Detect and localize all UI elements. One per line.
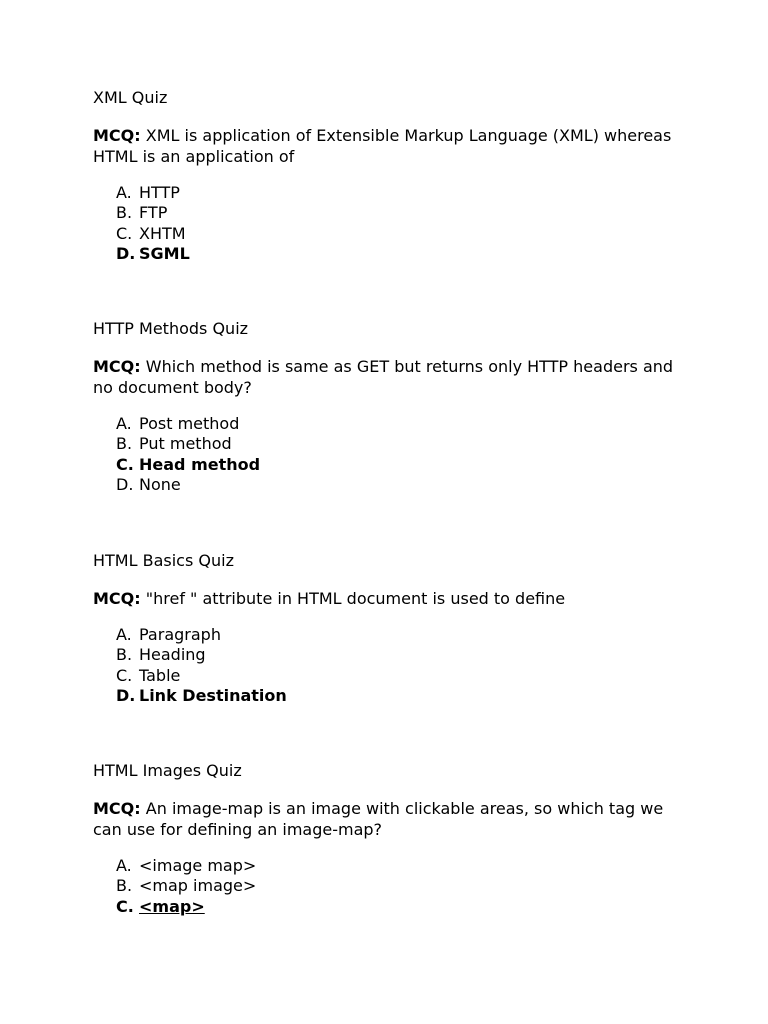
option-item — [93, 856, 683, 876]
option-item — [93, 183, 683, 203]
option-text: Table — [139, 665, 181, 685]
question-body: XML is application of Extensible Markup Language (XML) whereas HTML is an application of — [93, 126, 672, 166]
option-item — [93, 876, 683, 896]
option-text: Paragraph — [139, 625, 221, 644]
option-letter: D. — [116, 475, 134, 495]
option-letter: C. — [116, 223, 133, 243]
correct-answer — [93, 897, 683, 917]
option-text: <image map> — [139, 856, 257, 875]
option-item — [93, 224, 683, 244]
option-letter: C. — [116, 896, 134, 916]
options-list — [93, 625, 683, 707]
option-text: <map image> — [139, 876, 257, 896]
option-text: HTTP — [139, 183, 180, 202]
options-list — [93, 183, 683, 265]
option-letter: B. — [116, 203, 133, 223]
option-letter: C. — [116, 454, 134, 474]
mcq-label: MCQ: — [93, 126, 141, 145]
question-body: Which method is same as GET but returns only HTTP headers and no document body? — [93, 357, 674, 397]
options-list — [93, 856, 683, 917]
option-text: Head method — [139, 454, 261, 474]
correct-answer — [93, 244, 683, 264]
option-item — [93, 645, 683, 665]
option-item — [93, 203, 683, 223]
question-text — [93, 798, 683, 840]
option-text: FTP — [139, 203, 168, 223]
quiz-section — [93, 319, 683, 496]
quiz-title: HTTP Methods Quiz — [93, 319, 249, 338]
quiz-title: HTML Images Quiz — [93, 761, 242, 780]
option-item — [93, 475, 683, 495]
option-item — [93, 666, 683, 686]
options-list — [93, 414, 683, 496]
option-letter: D. — [116, 686, 136, 706]
correct-answer — [93, 686, 683, 706]
question-body: An image-map is an image with clickable areas, so which tag we can use for defining an image-map? — [93, 799, 664, 839]
option-text: XHTM — [139, 223, 186, 243]
option-letter: A. — [116, 625, 132, 644]
option-text: Put method — [139, 434, 232, 454]
option-item — [93, 625, 683, 645]
mcq-label: MCQ: — [93, 799, 141, 818]
option-text: SGML — [139, 244, 190, 264]
mcq-label: MCQ: — [93, 357, 141, 376]
quiz-title: HTML Basics Quiz — [93, 551, 234, 570]
option-text: Link Destination — [139, 686, 287, 706]
option-letter: C. — [116, 665, 133, 685]
option-text: Heading — [139, 645, 206, 665]
quiz-title: XML Quiz — [93, 88, 168, 107]
question-text — [93, 588, 683, 609]
option-item — [93, 414, 683, 434]
option-letter: B. — [116, 876, 133, 896]
option-text: <map> — [139, 896, 205, 916]
question-body: "href " attribute in HTML document is used to define — [145, 589, 566, 608]
quiz-section — [93, 88, 683, 265]
option-letter: D. — [116, 244, 136, 264]
question-text — [93, 125, 683, 167]
option-item — [93, 434, 683, 454]
option-text: None — [139, 475, 181, 495]
quiz-section — [93, 551, 683, 707]
option-letter: B. — [116, 434, 133, 454]
quiz-section — [93, 761, 683, 917]
option-letter: A. — [116, 183, 132, 202]
option-letter: A. — [116, 856, 132, 875]
correct-answer — [93, 455, 683, 475]
option-text: Post method — [139, 414, 240, 433]
mcq-label: MCQ: — [93, 589, 141, 608]
option-letter: A. — [116, 414, 132, 433]
option-letter: B. — [116, 645, 133, 665]
question-text — [93, 356, 683, 398]
